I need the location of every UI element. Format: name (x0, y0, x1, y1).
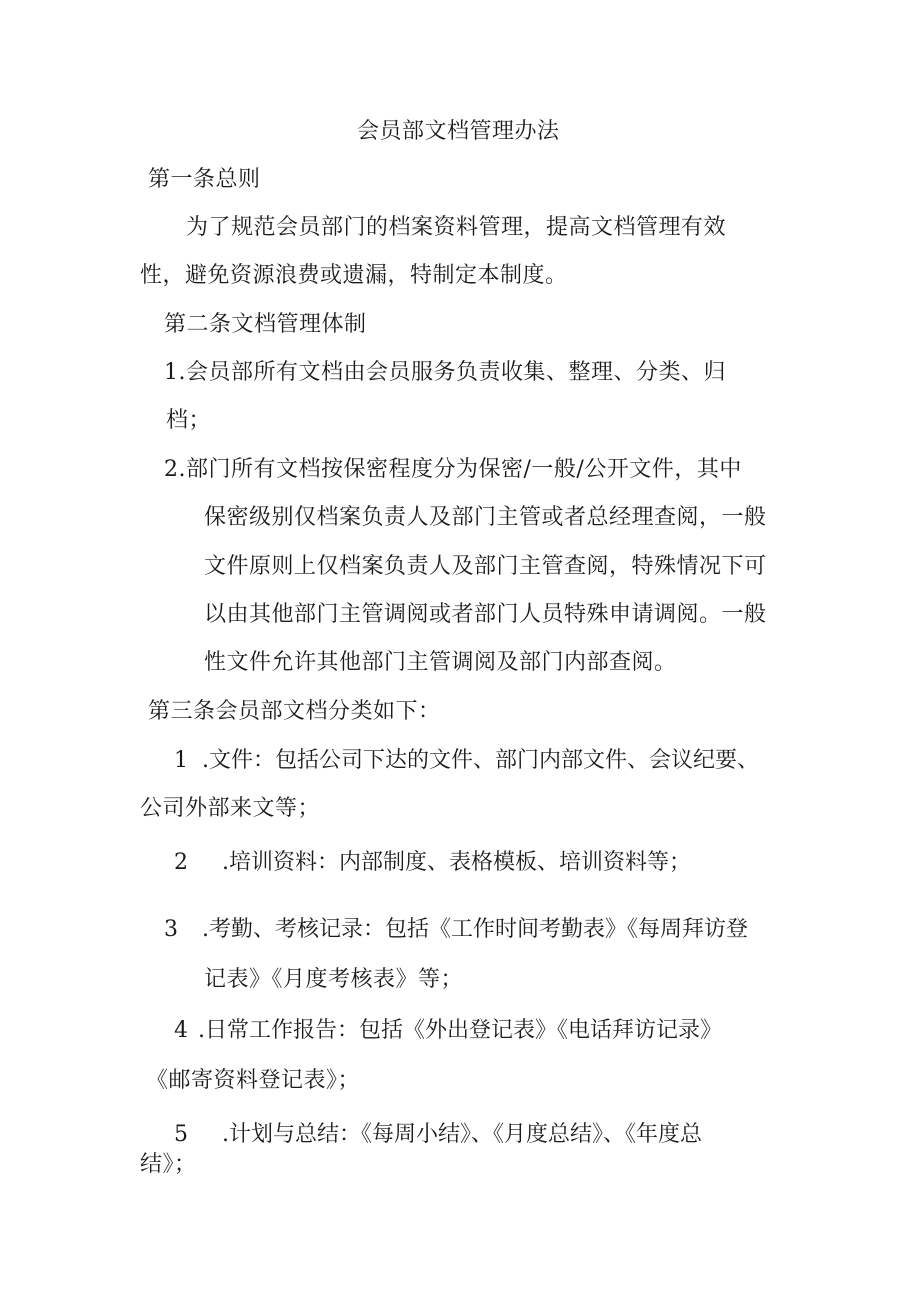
article3-item-4 (174, 1016, 722, 1046)
article3-item-5-cont: 结》； (140, 1152, 197, 1177)
article2-item2-line-2: 保密级别仅档案负责人及部门主管或者总经理查阅，一般 (204, 505, 767, 530)
article3-item-4-cont: 《邮寄资料登记表》； (146, 1068, 361, 1093)
item-text: .计划与总结：《每周小结》、《月度总结》、《年度总 (222, 1122, 702, 1147)
item-text: .培训资料：内部制度、表格模板、培训资料等； (222, 850, 691, 875)
article2-item2-line-5: 性文件允许其他部门主管调阅及部门内部查阅。 (204, 650, 677, 675)
article3-item-2 (174, 848, 691, 878)
article2-item2-line-3: 文件原则上仅档案负责人及部门主管查阅，特殊情况下可 (204, 554, 767, 579)
item-number: 1 (174, 748, 188, 773)
article2-item1-line-1: 1.会员部所有文档由会员服务负责收集、整理、分类、归 (164, 360, 726, 385)
article3-item-3-cont: 记表》《月度考核表》等； (204, 967, 464, 992)
article2-heading: 第二条文档管理体制 (164, 312, 367, 337)
article1-heading: 第一条总则 (148, 167, 261, 192)
article1-line-2: 性，避免资源浪费或遗漏，特制定本制度。 (140, 263, 568, 288)
item-text: .文件：包括公司下达的文件、部门内部文件、会议纪要、 (202, 748, 759, 773)
article3-item-1 (174, 746, 759, 776)
article1-line-1: 为了规范会员部门的档案资料管理，提高文档管理有效 (186, 215, 727, 240)
item-number: 3 (164, 917, 178, 942)
document-title: 会员部文档管理办法 (357, 119, 560, 144)
article3-item-1-cont: 公司外部来文等； (140, 796, 321, 821)
item-text: .日常工作报告：包括《外出登记表》《电话拜访记录》 (198, 1018, 722, 1043)
item-number: 4 (174, 1018, 188, 1043)
item-text: .考勤、考核记录：包括《工作时间考勤表》《每周拜访登 (202, 917, 748, 942)
article2-item2-line-4: 以由其他部门主管调阅或者部门人员特殊申请调阅。一般 (204, 602, 767, 627)
article3-item-3 (164, 915, 748, 945)
article2-item2-line-1: 2.部门所有文档按保密程度分为保密/一般/公开文件，其中 (164, 457, 742, 482)
item-number: 2 (174, 850, 188, 875)
article3-item-5 (174, 1120, 702, 1150)
item-number: 5 (174, 1122, 188, 1147)
article3-heading: 第三条会员部文档分类如下： (148, 699, 441, 724)
article2-item1-line-2: 档； (166, 408, 212, 433)
